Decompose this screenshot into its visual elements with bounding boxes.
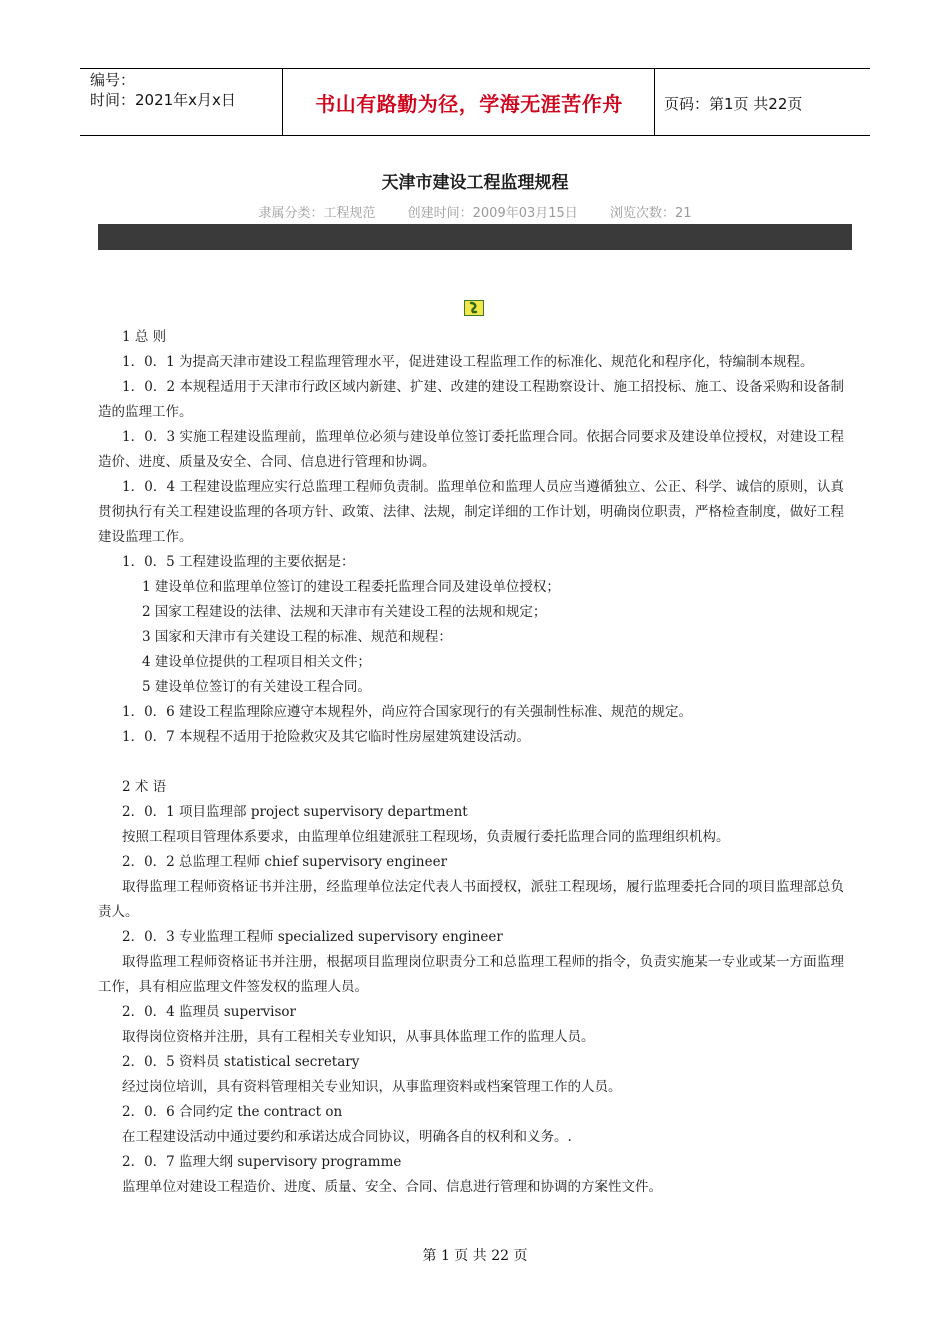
article-views: 浏览次数：21	[609, 206, 692, 221]
paragraph: 2．0．7 监理大纲 supervisory programme	[122, 1154, 402, 1170]
paragraph: 2．0．6 合同约定 the contract on	[122, 1104, 343, 1120]
article-body	[98, 325, 844, 1200]
paragraph: 1．0．1 为提高天津市建设工程监理管理水平，促进建设工程监理工作的标准化、规范化和程序化，特编制本规程。	[122, 354, 814, 370]
header-motto: 书山有路勤为径，学海无涯苦作舟	[315, 92, 623, 116]
paragraph: 1．0．6 建设工程监理除应遵守本规程外，尚应符合国家现行的有关强制性标准、规范的规定。	[122, 704, 693, 720]
header-top-rule	[80, 68, 870, 69]
header-bottom-rule	[80, 135, 870, 136]
header-divider-left	[282, 68, 283, 135]
article-category: 隶属分类：工程规范	[258, 206, 376, 221]
paragraph: 1 总 则	[122, 329, 167, 345]
paragraph: 1．0．2 本规程适用于天津市行政区域内新建、扩建、改建的建设工程勘察设计、施工招投标、施工、设备采购和设备制造的监理工作。	[98, 379, 844, 420]
paragraph: 3 国家和天津市有关建设工程的标准、规范和规程：	[142, 629, 452, 645]
paragraph: 1．0．3 实施工程建设监理前，监理单位必须与建设单位签订委托监理合同。依据合同要求及建设单位授权，对建设工程造价、进度、质量及安全、合同、信息进行管理和协调。	[98, 429, 844, 470]
paragraph: 1．0．7 本规程不适用于抢险救灾及其它临时性房屋建筑建设活动。	[122, 729, 531, 745]
paragraph: 经过岗位培训，具有资料管理相关专业知识，从事监理资料或档案管理工作的人员。	[122, 1079, 622, 1095]
paragraph: 1．0．4 工程建设监理应实行总监理工程师负责制。监理单位和监理人员应当遵循独立、公正、科学、诚信的原则，认真贯彻执行有关工程建设监理的各项方针、政策、法律、法规，制定详细的工作计划，明确岗位职责，严格检查制度，做好工程建设监理工作。	[98, 479, 844, 545]
paragraph: 2 国家工程建设的法律、法规和天津市有关建设工程的法规和规定；	[142, 604, 547, 620]
page-title: 天津市建设工程监理规程	[381, 173, 569, 193]
paragraph: 2．0．2 总监理工程师 chief supervisory engineer	[122, 854, 448, 870]
paragraph: 2 术 语	[122, 779, 167, 795]
paragraph: 2．0．3 专业监理工程师 specialized supervisory engineer	[122, 929, 503, 945]
paragraph: 1．0．5 工程建设监理的主要依据是：	[122, 554, 355, 570]
number-label: 编号：	[90, 71, 136, 89]
page-footer: 第 1 页 共 22 页	[422, 1248, 528, 1264]
header-divider-right	[654, 68, 655, 135]
paragraph: 取得岗位资格并注册，具有工程相关专业知识，从事具体监理工作的监理人员。	[122, 1029, 595, 1045]
time-label: 时间：2021年x月x日	[90, 91, 236, 109]
paragraph: 2．0．1 项目监理部 project supervisory department	[122, 804, 468, 820]
title-divider-bar	[98, 224, 852, 250]
header-page-info: 页码：第1页 共22页	[664, 95, 803, 113]
article-created: 创建时间：2009年03月15日	[407, 206, 578, 221]
paragraph: 监理单位对建设工程造价、进度、质量、安全、合同、信息进行管理和协调的方案性文件。	[122, 1179, 662, 1195]
paragraph: 1 建设单位和监理单位签订的建设工程委托监理合同及建设单位授权；	[142, 579, 560, 595]
paragraph: 在工程建设活动中通过要约和承诺达成合同协议，明确各自的权利和义务。.	[122, 1129, 572, 1145]
paragraph: 取得监理工程师资格证书并注册，经监理单位法定代表人书面授权，派驻工程现场，履行监理委托合同的项目监理部总负责人。	[98, 879, 844, 920]
article-meta	[0, 202, 950, 221]
paragraph: 2．0．5 资料员 statistical secretary	[122, 1054, 360, 1070]
download-icon[interactable]	[464, 300, 484, 316]
paragraph: 4 建设单位提供的工程项目相关文件；	[142, 654, 371, 670]
paragraph: 取得监理工程师资格证书并注册，根据项目监理岗位职责分工和总监理工程师的指令，负责实施某一专业或某一方面监理工作，具有相应监理文件签发权的监理人员。	[98, 954, 844, 995]
paragraph: 2．0．4 监理员 supervisor	[122, 1004, 297, 1020]
paragraph-spacer	[98, 750, 844, 775]
paragraph: 5 建设单位签订的有关建设工程合同。	[142, 679, 371, 695]
paragraph: 按照工程项目管理体系要求，由监理单位组建派驻工程现场，负责履行委托监理合同的监理组织机构。	[122, 829, 730, 845]
header-left-block	[90, 70, 236, 110]
